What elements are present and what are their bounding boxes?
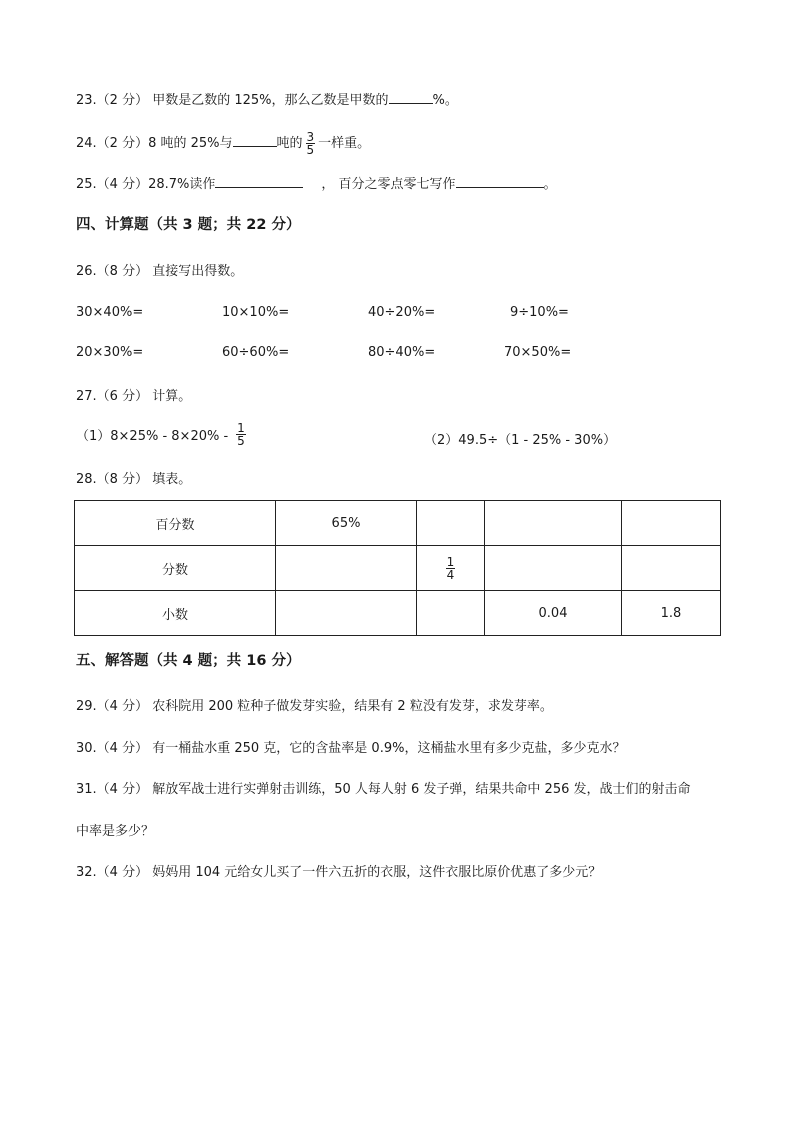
fraction-denominator: 5 <box>306 143 315 157</box>
q23-suffix: %。 <box>432 93 458 108</box>
calc-item: 80÷40%= <box>368 345 436 360</box>
question-25 <box>76 173 557 194</box>
section-4-title: 四、计算题（共 3 题；共 22 分） <box>76 217 301 233</box>
table-cell <box>417 546 485 591</box>
question-23 <box>76 89 458 110</box>
question-30: 30.（4 分） 有一桶盐水重 250 克，它的含盐率是 0.9%，这桶盐水里有多少克盐，多少克水？ <box>76 741 626 756</box>
fraction-numerator: 1 <box>446 554 455 569</box>
table-cell[interactable] <box>485 546 622 591</box>
q24-middle: 吨的 <box>276 136 303 151</box>
question-31-line-2: 中率是多少？ <box>76 824 155 839</box>
q27-part-1-text: （1）8×25% - 8×20% - <box>76 429 229 444</box>
question-26: 26.（8 分） 直接写出得数。 <box>76 264 244 279</box>
fraction-numerator: 1 <box>237 421 245 435</box>
fraction-numerator: 3 <box>306 130 315 144</box>
table-cell[interactable] <box>622 546 721 591</box>
section-5-title: 五、解答题（共 4 题；共 16 分） <box>76 653 301 669</box>
row-label: 小数 <box>75 591 276 636</box>
calc-item: 20×30%= <box>76 345 144 360</box>
calc-item: 40÷20%= <box>368 305 436 320</box>
table-row <box>75 591 721 636</box>
q24-suffix: 一样重。 <box>318 136 371 151</box>
calc-item: 10×10%= <box>222 305 290 320</box>
q25-suffix: 。 <box>543 177 557 192</box>
row-label: 分数 <box>75 546 276 591</box>
table-cell[interactable] <box>417 591 485 636</box>
fraction-denominator: 4 <box>446 567 455 582</box>
question-27: 27.（6 分） 计算。 <box>76 389 192 404</box>
calc-item: 9÷10%= <box>510 305 569 320</box>
q23-prefix: 23.（2 分） 甲数是乙数的 125%，那么乙数是甲数的 <box>76 93 389 108</box>
q27-part-1 <box>76 422 249 447</box>
answer-blank[interactable] <box>215 173 303 188</box>
calc-item: 60÷60%= <box>222 345 290 360</box>
table-cell: 0.04 <box>485 591 622 636</box>
calc-item: 30×40%= <box>76 305 144 320</box>
q27-part-2: （2）49.5÷（1 - 25% - 30%） <box>424 433 617 448</box>
answer-blank[interactable] <box>389 89 433 104</box>
fraction <box>446 556 456 581</box>
table-cell[interactable] <box>622 501 721 546</box>
fraction <box>306 131 316 156</box>
table-cell[interactable] <box>417 501 485 546</box>
q24-prefix: 24.（2 分）8 吨的 25%与 <box>76 136 233 151</box>
table-row <box>75 501 721 546</box>
fill-table <box>74 500 721 636</box>
question-28: 28.（8 分） 填表。 <box>76 472 192 487</box>
table-cell[interactable] <box>276 546 417 591</box>
q25-prefix: 25.（4 分）28.7%读作 <box>76 177 216 192</box>
q25-middle: ， 百分之零点零七写作 <box>321 177 456 192</box>
table-cell[interactable] <box>485 501 622 546</box>
fraction <box>236 422 246 447</box>
table-cell: 1.8 <box>622 591 721 636</box>
table-cell: 65% <box>276 501 417 546</box>
question-24 <box>76 131 370 156</box>
question-32: 32.（4 分） 妈妈用 104 元给女儿买了一件六五折的衣服，这件衣服比原价优惠了多少元？ <box>76 865 602 880</box>
question-29: 29.（4 分） 农科院用 200 粒种子做发芽实验，结果有 2 粒没有发芽，求发芽率。 <box>76 699 553 714</box>
fraction-denominator: 5 <box>237 434 245 448</box>
calc-item: 70×50%= <box>504 345 572 360</box>
row-label: 百分数 <box>75 501 276 546</box>
table-row <box>75 546 721 591</box>
table-cell[interactable] <box>276 591 417 636</box>
answer-blank[interactable] <box>456 173 544 188</box>
question-31-line-1: 31.（4 分） 解放军战士进行实弹射击训练，50 人每人射 6 发子弹，结果共命中 256 发，战士们的射击命 <box>76 782 691 797</box>
answer-blank[interactable] <box>233 132 277 147</box>
